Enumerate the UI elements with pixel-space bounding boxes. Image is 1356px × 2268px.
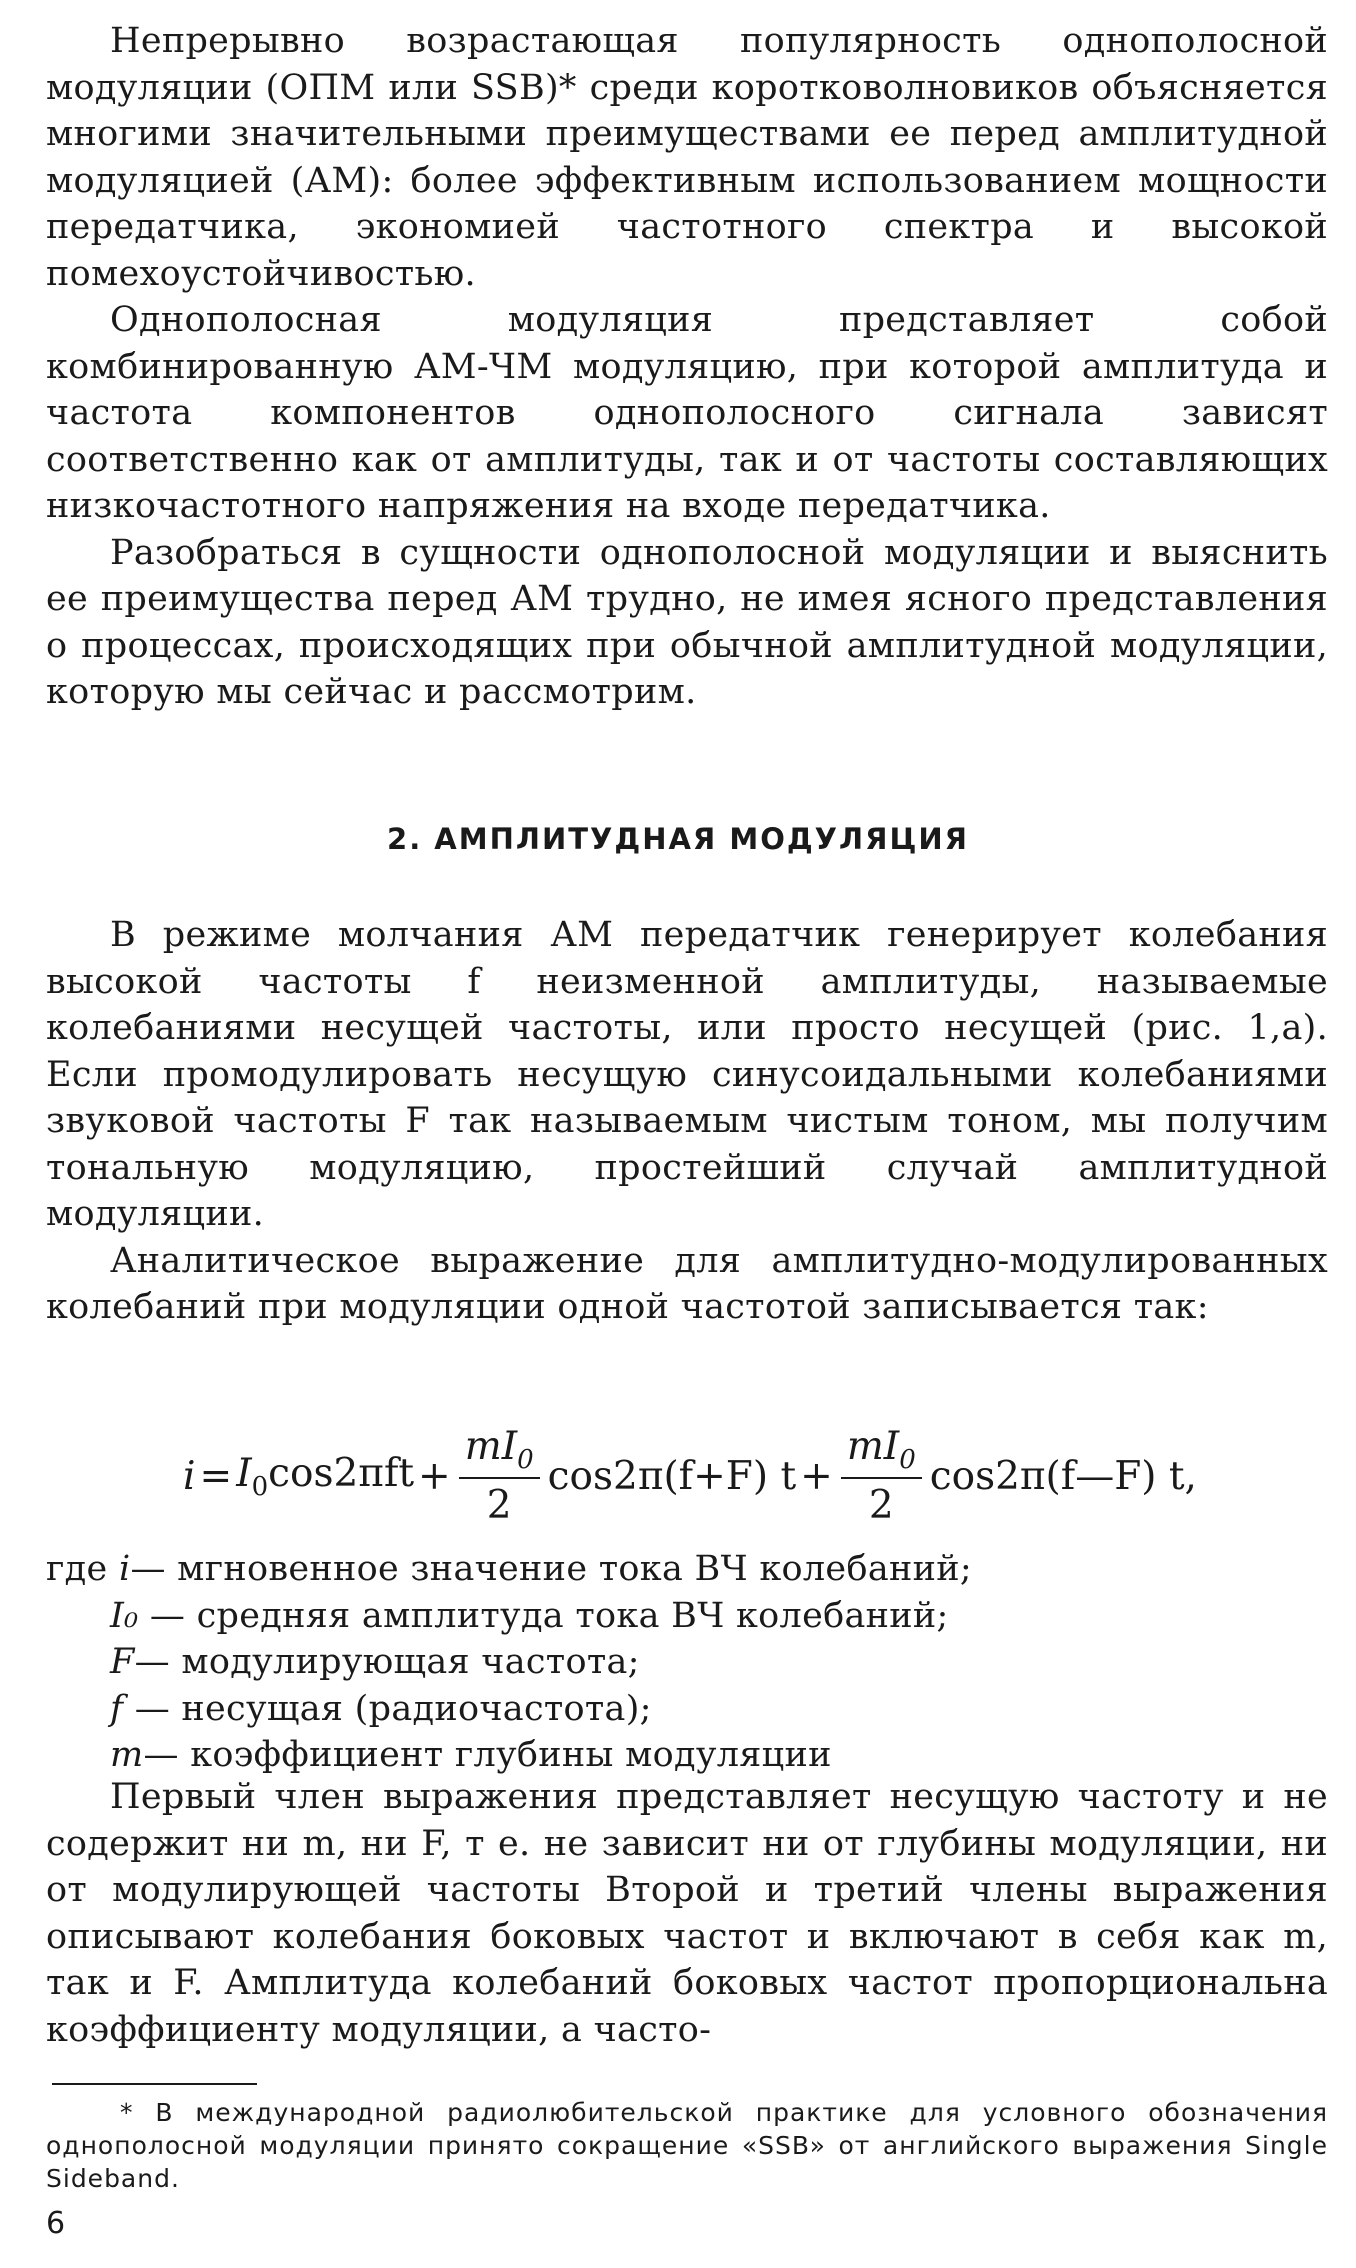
- definition-symbol: I₀: [110, 1595, 139, 1636]
- paragraph: Разобраться в сущности однополосной модуляции и выяснить ее преимущества перед АМ трудно, не имея ясного представления о процессах, происходящих при обычной амплитудной модуляции, которую мы сейчас и рассмотрим.: [46, 532, 1328, 712]
- fraction-numerator-text: mI: [464, 1424, 518, 1470]
- intro-text: [46, 18, 1328, 716]
- page-number: 6: [46, 2206, 66, 2241]
- definition-text: — модулирующая частота;: [134, 1642, 640, 1682]
- formula-plus: +: [418, 1453, 451, 1499]
- formula-equals: =: [199, 1453, 233, 1499]
- formula-plus: +: [800, 1453, 833, 1499]
- formula-fraction: [841, 1424, 922, 1528]
- section-heading: 2. АМПЛИТУДНАЯ МОДУЛЯЦИЯ: [387, 822, 969, 856]
- definition-item: [46, 1546, 1328, 1593]
- formula-term1: [236, 1451, 414, 1502]
- definition-text: — коэффициент глубины модуляции: [143, 1735, 832, 1775]
- formula-fraction: [459, 1424, 540, 1528]
- definition-text: — мгновенное значение тока ВЧ колебаний;: [130, 1549, 972, 1589]
- fraction-numerator-text: mI: [846, 1424, 900, 1470]
- definition-text: — несущая (радиочастота);: [123, 1688, 652, 1729]
- fraction-numerator-sub: 0: [899, 1444, 916, 1475]
- paragraph: Однополосная модуляция представляет собой комбинированную АМ-ЧМ модуляцию, при которой амплитуда и частота компонентов однополосного сигнала зависят соответственно как от амплитуды, так и от частоты составляющих низкочастотного напряжения на входе передатчика.: [46, 300, 1328, 526]
- section-text: [46, 912, 1328, 1331]
- definitions-list: [46, 1546, 1328, 1779]
- am-formula: [140, 1410, 1240, 1542]
- formula-lhs: i: [183, 1453, 196, 1499]
- definitions-lead: где: [46, 1549, 108, 1589]
- paragraph: Первый член выражения представляет несущую частоту и не содержит ни m, ни F, т е. не зависит ни от глубины модуляции, ни от модулирующей частоты Второй и третий члены выражения описывают колебания боковых частот и включают в себя как m, так и F. Амплитуда колебаний боковых частот пропорциональна коэффициенту модуляции, а часто-: [46, 1777, 1328, 2050]
- definition-item: [46, 1639, 1328, 1686]
- continuation-text: [46, 1774, 1328, 2053]
- fraction-denominator: 2: [868, 1482, 894, 1528]
- definition-symbol: F: [110, 1642, 135, 1682]
- footnote-text: * В международной радиолюбительской практике для условного обозначения однополосной модуляции принято сокращение «SSB» от английского выражения Single Sideband.: [46, 2098, 1328, 2193]
- definition-symbol: i: [118, 1549, 131, 1589]
- definition-item: [46, 1732, 1328, 1779]
- formula-term1-symbol: I: [236, 1450, 252, 1496]
- formula-term2: cos2π(f+F) t: [547, 1453, 797, 1499]
- footnote-divider: [52, 2083, 257, 2085]
- paragraph: Непрерывно возрастающая популярность однополосной модуляции (ОПМ или SSB)* среди коротковолновиков объясняется многими значительными преимуществами ее перед амплитудной модуляцией (АМ): более эффективным использованием мощности передатчика, экономией частотного спектра и высокой помехоустойчивостью.: [46, 21, 1328, 294]
- formula-term1-sub: 0: [251, 1471, 269, 1502]
- fraction-denominator: 2: [486, 1482, 512, 1528]
- fraction-numerator: [459, 1424, 540, 1479]
- paragraph: В режиме молчания АМ передатчик генерирует колебания высокой частоты f неизменной амплитуды, называемые колебаниями несущей частоты, или просто несущей (рис. 1,а). Если промодулировать несущую синусоидальными колебаниями звуковой частоты F так называемым чистым тоном, мы получим тональную модуляцию, простейший случай амплитудной модуляции.: [46, 915, 1328, 1234]
- definition-symbol: m: [110, 1735, 144, 1775]
- footnote: [46, 2096, 1328, 2195]
- fraction-numerator: [841, 1424, 922, 1479]
- definition-symbol: f: [110, 1688, 124, 1729]
- formula-term3: cos2π(f—F) t,: [929, 1453, 1197, 1499]
- definition-item: [46, 1593, 1328, 1640]
- definition-text: — средняя амплитуда тока ВЧ колебаний;: [138, 1595, 949, 1636]
- paragraph: Аналитическое выражение для амплитудно-модулированных колебаний при модуляции одной частотой записывается так:: [46, 1240, 1328, 1327]
- fraction-numerator-sub: 0: [517, 1444, 534, 1475]
- definition-item: [46, 1686, 1328, 1733]
- formula-term1-tail: cos2πft: [268, 1450, 415, 1496]
